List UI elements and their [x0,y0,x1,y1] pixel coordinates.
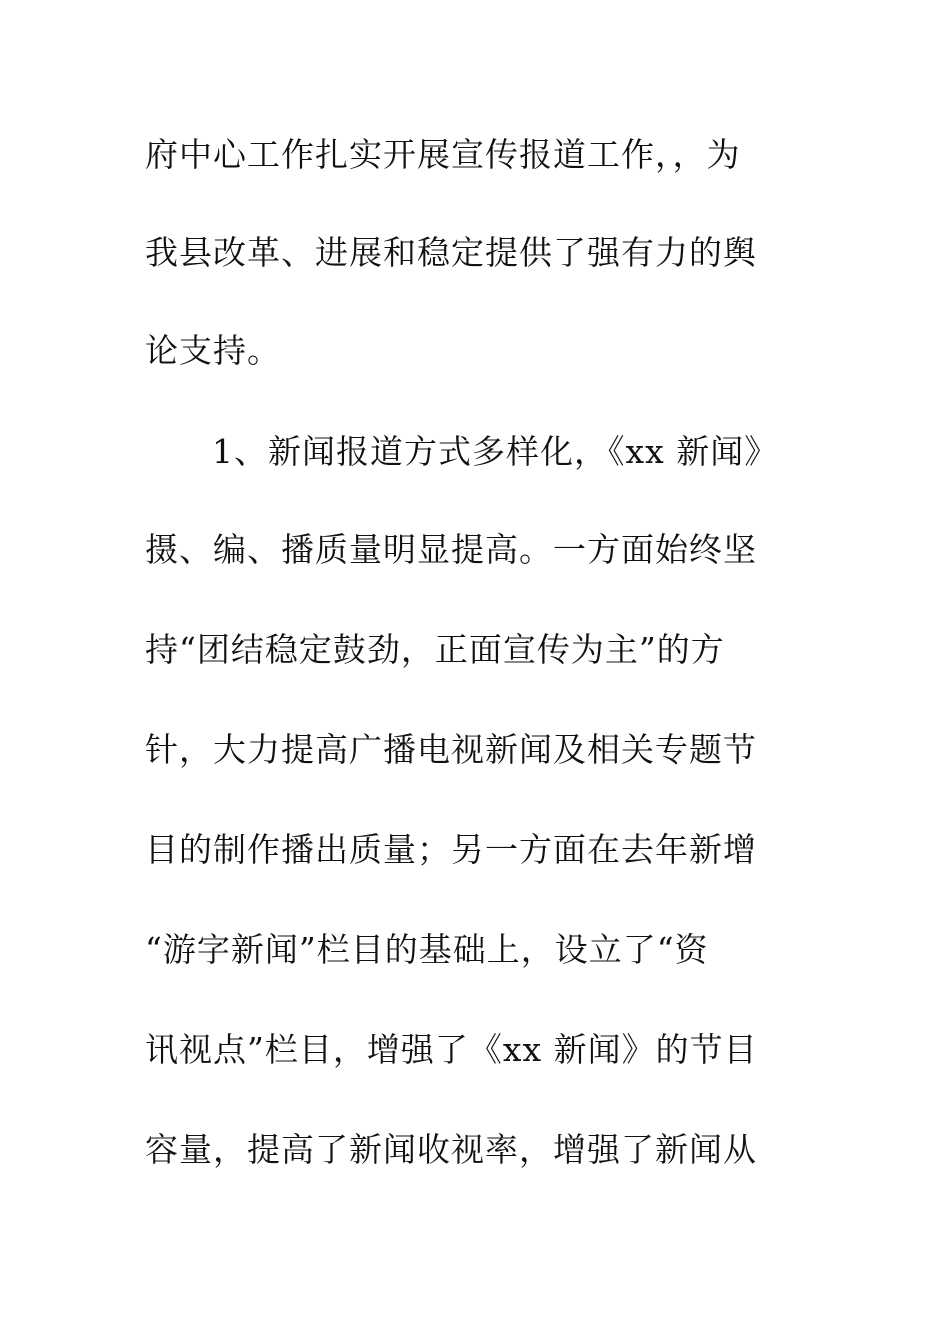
text-line: 持“团结稳定鼓劲，正面宣传为主”的方 [145,630,725,669]
text-line: 我县改革、进展和稳定提供了强有力的舆 [145,233,757,272]
text-line: 针，大力提高广播电视新闻及相关专题节 [145,730,757,769]
paragraph-first-line: 1、新闻报道方式多样化，《xx 新闻》 [212,432,779,471]
text-line: 目的制作播出质量；另一方面在去年新增 [145,830,757,869]
text-line: 讯视点”栏目，增强了《xx 新闻》的节目 [145,1030,758,1069]
text-line: “游字新闻”栏目的基础上，设立了“资 [145,930,709,969]
text-line: 容量，提高了新闻收视率，增强了新闻从 [145,1130,757,1169]
text-line: 论支持。 [145,331,281,370]
text-line: 摄、编、播质量明显提高。一方面始终坚 [145,530,757,569]
text-line: 府中心工作扎实开展宣传报道工作，，为 [145,135,741,174]
